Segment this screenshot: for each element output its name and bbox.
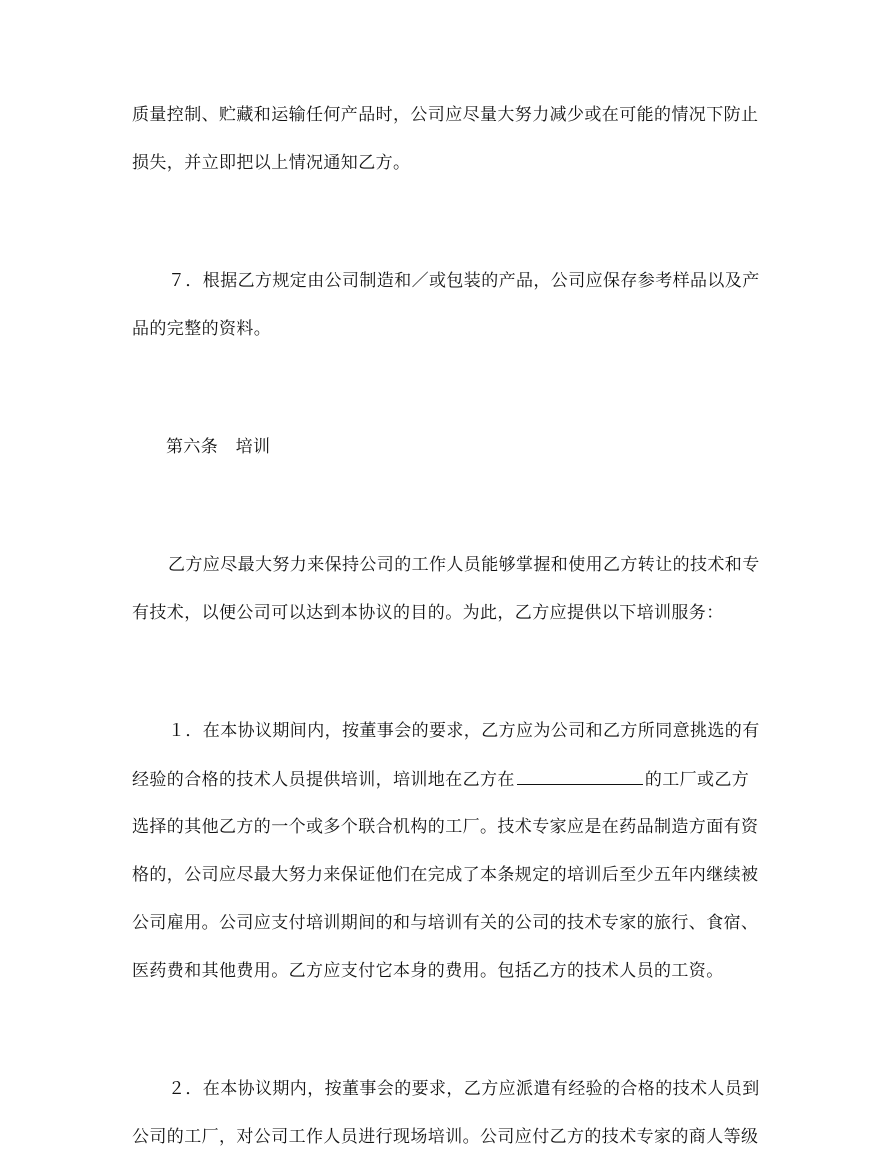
paragraph-line: 格的，公司应尽最大努力来保证他们在完成了本条规定的培训后至少五年内继续被	[132, 865, 759, 885]
clause-2-line: ２．在本协议期内，按董事会的要求，乙方应派遣有经验的合格的技术人员到	[168, 1079, 760, 1099]
paragraph-line: 公司雇用。公司应支付培训期间的和与培训有关的公司的技术专家的旅行、食宿、	[132, 913, 759, 933]
paragraph-line: 医药费和其他费用。乙方应支付它本身的费用。包括乙方的技术人员的工资。	[132, 961, 724, 981]
paragraph-line: 有技术，以便公司可以达到本协议的目的。为此，乙方应提供以下培训服务：	[132, 603, 724, 623]
paragraph-line: 损失，并立即把以上情况通知乙方。	[132, 153, 411, 173]
fill-in-after: 的工厂或乙方	[644, 770, 750, 790]
fill-in-line	[132, 768, 772, 791]
fill-in-before: 经验的合格的技术人员提供培训，培训地在乙方在	[132, 770, 515, 790]
paragraph-line: 公司的工厂，对公司工作人员进行现场培训。公司应付乙方的技术专家的商人等级	[132, 1127, 759, 1147]
paragraph-line: 乙方应尽最大努力来保持公司的工作人员能够掌握和使用乙方转让的技术和专	[168, 555, 760, 575]
section-heading: 第六条 培训	[166, 437, 271, 457]
fill-in-blank	[517, 768, 643, 785]
clause-7-line: ７．根据乙方规定由公司制造和／或包装的产品，公司应保存参考样品以及产	[168, 271, 760, 291]
paragraph-line: 选择的其他乙方的一个或多个联合机构的工厂。技术专家应是在药品制造方面有资	[132, 817, 759, 837]
paragraph-line: 质量控制、贮藏和运输任何产品时，公司应尽量大努力减少或在可能的情况下防止	[132, 105, 759, 125]
paragraph-line: 品的完整的资料。	[132, 319, 272, 339]
clause-1-line: １．在本协议期间内，按董事会的要求，乙方应为公司和乙方所同意挑选的有	[168, 721, 760, 741]
